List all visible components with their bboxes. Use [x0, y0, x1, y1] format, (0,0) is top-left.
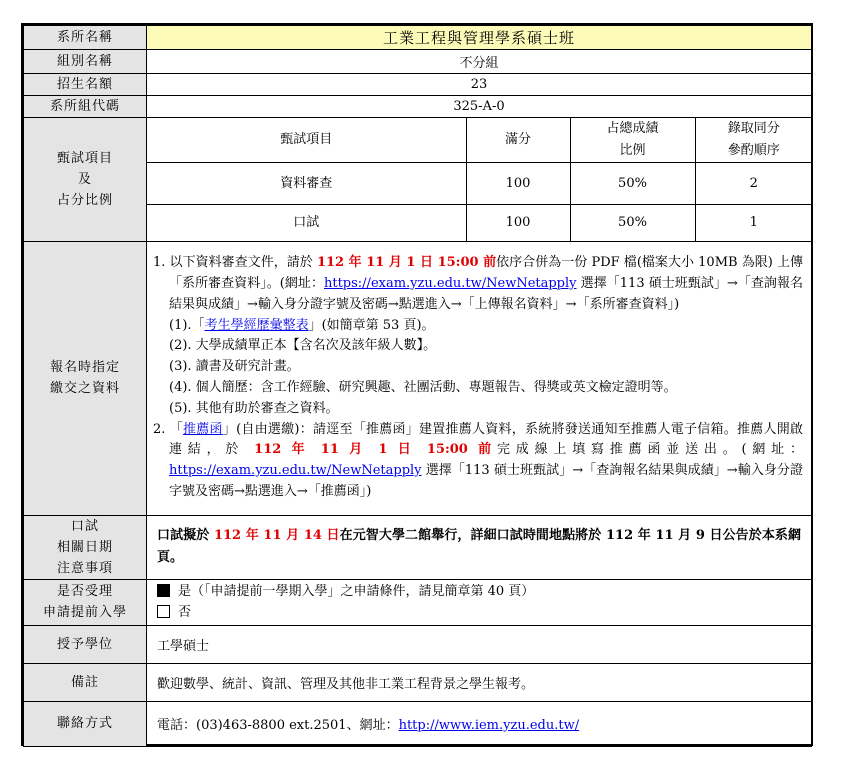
- apply-system-link[interactable]: https://exam.yzu.edu.tw/NewNetapply: [323, 276, 577, 292]
- exam-header-order: [695, 118, 812, 163]
- text: 口試擬於: [157, 528, 214, 543]
- dept-name-label: 系所名稱: [24, 26, 147, 50]
- code-label: 系所組代碼: [24, 96, 147, 118]
- degree-value: 工學碩士: [147, 625, 812, 663]
- option-yes-label: 是（「申請提前一學期入學」之申請條件，請見簡章第 40 頁）: [178, 584, 535, 599]
- option-yes: [157, 581, 801, 602]
- documents-content: [147, 241, 812, 515]
- text: 」(自由選繳)：請逕至「推薦函」建置推薦人資料，系統將發送通知至推薦人電子信箱。推薦人開啟連結，於: [169, 421, 803, 458]
- exam-label-line: 甄試項目: [56, 150, 113, 166]
- group-name-label: 組別名稱: [24, 50, 147, 74]
- quota-label: 招生名額: [24, 74, 147, 96]
- exam-order: 1: [695, 205, 812, 241]
- admission-info-table: [21, 23, 813, 746]
- contact-value: [147, 701, 812, 746]
- interview-date: 112 年 11 月 14 日: [213, 528, 340, 543]
- deadline-text: 112 年 11 月 1 日 15:00 前: [316, 255, 497, 271]
- early-admission-options: [147, 579, 812, 625]
- dept-website-link[interactable]: http://www.iem.yzu.edu.tw/: [398, 718, 580, 733]
- exam-label-line: 及: [77, 171, 92, 187]
- contact-label: 聯絡方式: [24, 701, 147, 746]
- interview-content: [147, 515, 812, 579]
- text: 2. 「: [153, 421, 184, 437]
- main-table: [23, 25, 812, 747]
- table-row: [147, 205, 812, 241]
- exam-header-item: 甄試項目: [147, 118, 466, 163]
- text: 電話：(03)463-8800 ext.2501、網址：: [157, 718, 399, 733]
- notes-label: 備註: [24, 663, 147, 701]
- documents-item-2: [153, 420, 803, 503]
- exam-header-ratio: [570, 118, 695, 163]
- recommendation-link[interactable]: 推薦函: [183, 421, 223, 437]
- exam-header-ratio-text: 占總成績 比例: [606, 121, 659, 158]
- resume-form-link[interactable]: 考生學經歷彙整表: [204, 317, 309, 333]
- text: 完成線上填寫推薦函並送出。(網址：: [497, 442, 803, 458]
- early-admission-label: [24, 579, 147, 625]
- exam-label-line: 占分比例: [56, 192, 113, 208]
- interview-label-line: 注意事項: [56, 560, 113, 576]
- notes-value: 歡迎數學、統計、資訊、管理及其他非工業工程背景之學生報考。: [147, 663, 812, 701]
- exam-header-row: [147, 118, 812, 163]
- early-admission-label-line: 是否受理: [56, 584, 113, 599]
- text: 選擇「113 碩士班甄試」→「查詢報名結果與成績」→輸入身分證字號及密碼→點選進入→「推薦函」): [169, 463, 803, 499]
- exam-full: 100: [466, 205, 570, 241]
- text: 依序合併為一份 PDF 檔(檔案大小 10MB 為限) 上傳「系所審查資料」。(網址：: [169, 255, 804, 292]
- interview-label-line: 口試: [70, 518, 99, 534]
- text: 1. 以下資料審查文件，請於: [153, 255, 317, 271]
- exam-cell: [147, 118, 812, 242]
- checkbox-yes[interactable]: [157, 584, 170, 597]
- documents-sub-2: (2). 大學成績單正本【含名次及該年級人數】。: [169, 338, 437, 354]
- text: (1).「: [169, 317, 205, 333]
- exam-item: 口試: [147, 205, 466, 241]
- apply-system-link[interactable]: https://exam.yzu.edu.tw/NewNetapply: [169, 463, 422, 479]
- documents-sub-4: (4). 個人簡歷：含工作經驗、研究興趣、社團活動、專題報告、得獎或英文檢定證明等。: [169, 380, 677, 395]
- group-name-value: 不分組: [147, 50, 812, 74]
- code-value: 325-A-0: [147, 96, 812, 118]
- interview-label-line: 相關日期: [56, 539, 113, 555]
- option-no: [157, 602, 801, 623]
- exam-item: 資料審查: [147, 163, 466, 205]
- documents-item-1: [153, 253, 803, 315]
- exam-ratio: 50%: [570, 163, 695, 205]
- text: 在元智大學二館舉行，詳細口試時間地點將於 112 年 11 月 9 日公告於本系網頁。: [157, 528, 802, 565]
- exam-table: [147, 118, 812, 241]
- degree-label: 授予學位: [24, 625, 147, 663]
- text: 選擇「113 碩士班甄試」→「查詢報名結果與成績」→輸入身分證字號及密碼→點選進入→「上傳報名資料」→「系所審查資料」): [169, 276, 803, 312]
- exam-header-full: 滿分: [466, 118, 570, 163]
- quota-value: 23: [147, 74, 812, 96]
- deadline-text: 112 年 11 月 1 日 15:00 前: [254, 442, 497, 458]
- table-row: [147, 163, 812, 205]
- exam-full: 100: [466, 163, 570, 205]
- documents-sub-1: [153, 316, 803, 337]
- documents-label-line: 報名時指定: [49, 360, 120, 375]
- exam-label: [24, 118, 147, 242]
- documents-label: [24, 241, 147, 515]
- option-no-label: 否: [178, 605, 192, 620]
- dept-name-value: 工業工程與管理學系碩士班: [147, 26, 812, 50]
- checkbox-no[interactable]: [157, 605, 170, 618]
- interview-label: [24, 515, 147, 579]
- exam-ratio: 50%: [570, 205, 695, 241]
- exam-header-order-text: 錄取同分 參酌順序: [727, 121, 780, 158]
- documents-sub-5: (5). 其他有助於審查之資料。: [169, 400, 339, 416]
- documents-sub-3: (3). 讀書及研究計畫。: [169, 359, 300, 375]
- early-admission-label-line: 申請提前入學: [42, 605, 127, 620]
- exam-order: 2: [695, 163, 812, 205]
- documents-label-line: 繳交之資料: [49, 381, 120, 396]
- text: 」(如簡章第 53 頁)。: [308, 317, 435, 333]
